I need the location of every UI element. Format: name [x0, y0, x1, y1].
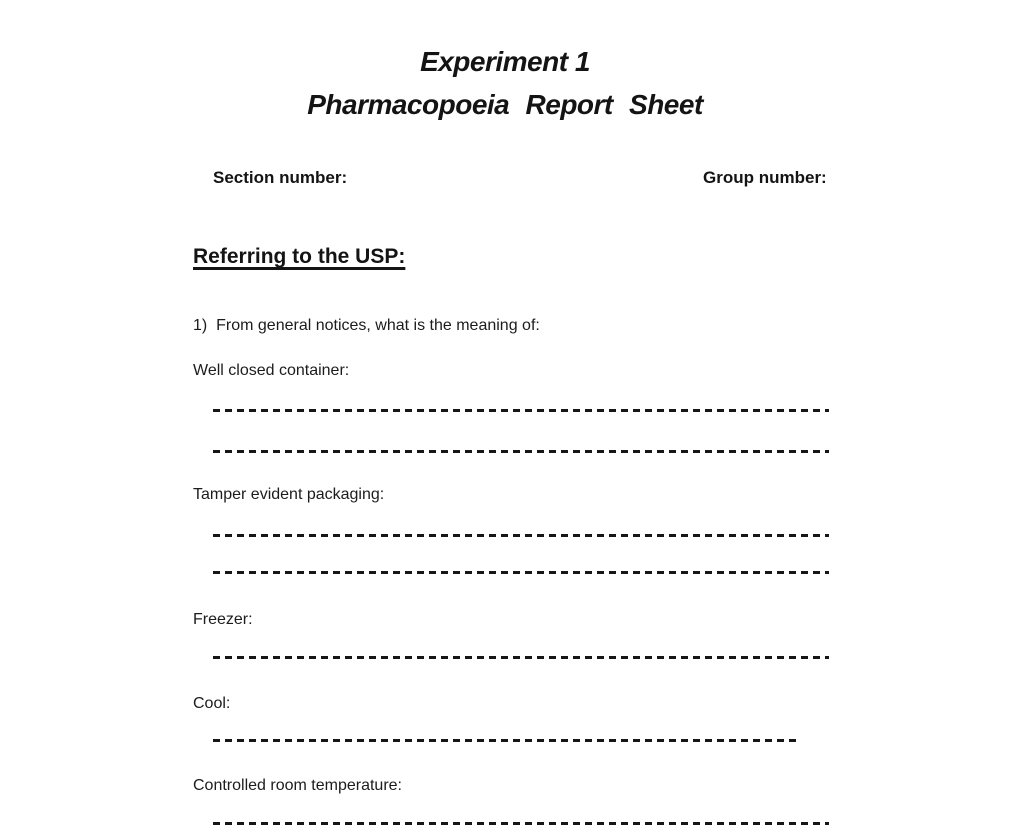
document-title-line2: Pharmacopoeia Report Sheet	[307, 89, 703, 120]
section-heading-referring-to-usp: Referring to the USP:	[193, 245, 406, 268]
answer-blank-line	[213, 656, 829, 659]
answer-blank-line	[213, 571, 829, 574]
answer-blank-line	[213, 822, 829, 825]
item-label-tamper-evident-packaging: Tamper evident packaging:	[193, 486, 385, 503]
answer-blank-line	[213, 534, 829, 537]
document-title-line1: Experiment 1	[420, 46, 590, 77]
answer-blank-line	[213, 450, 829, 453]
section-number-label: Section number:	[213, 168, 348, 187]
answer-blank-line	[213, 739, 801, 742]
question-1: 1) From general notices, what is the meaning of:	[193, 317, 540, 334]
item-label-cool: Cool:	[193, 695, 231, 712]
item-label-well-closed-container: Well closed container:	[193, 362, 350, 379]
item-label-freezer: Freezer:	[193, 611, 253, 628]
group-number-label: Group number:	[703, 168, 827, 187]
item-label-controlled-room-temperature: Controlled room temperature:	[193, 777, 402, 794]
answer-blank-line	[213, 409, 829, 412]
